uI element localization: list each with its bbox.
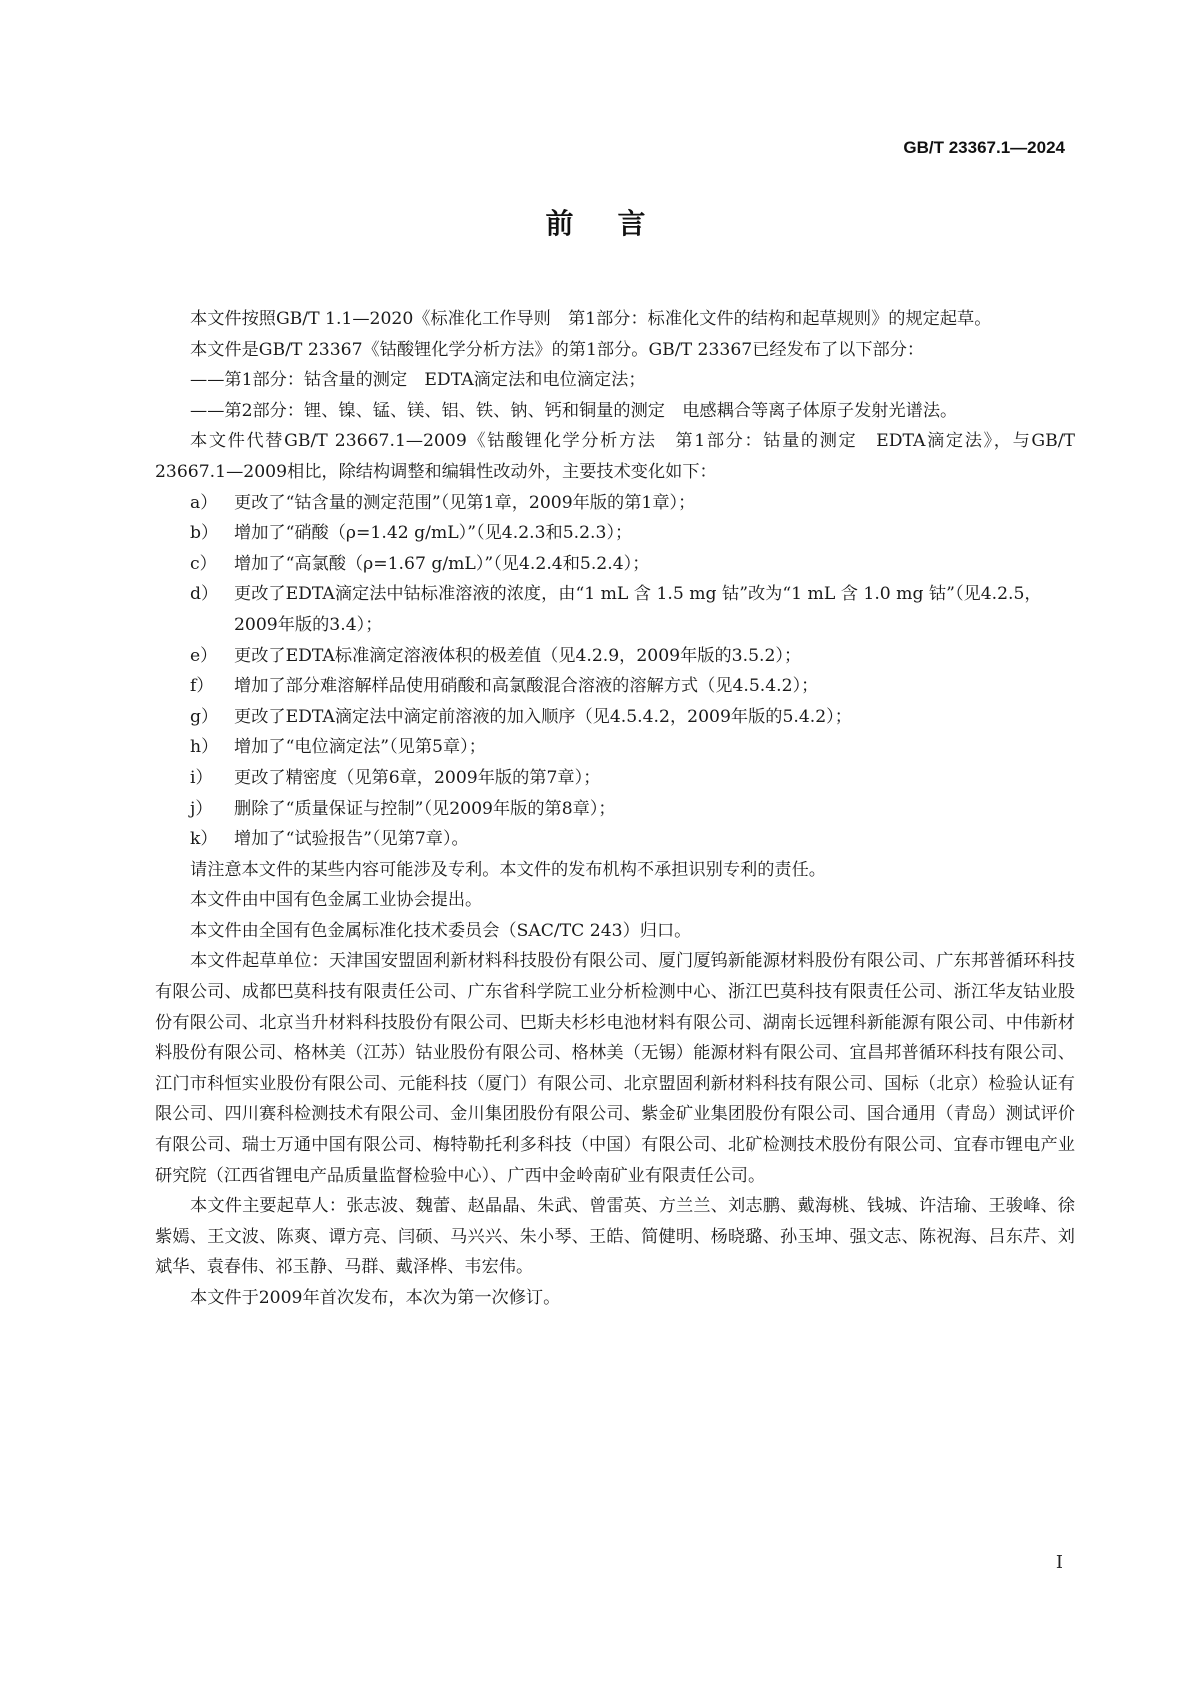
- change-text: 更改了EDTA滴定法中钴标准溶液的浓度，由“1 mL 含 1.5 mg 钴”改为“1 mL 含 1.0 mg 钴”（见4.2.5，2009年版的3.4）；: [234, 584, 1042, 635]
- change-marker: k）: [190, 829, 218, 850]
- change-text: 更改了EDTA滴定法中滴定前溶液的加入顺序（见4.5.4.2，2009年版的5.4.2）；: [234, 706, 852, 727]
- standard-number: GB/T 23367.1—2024: [903, 138, 1065, 157]
- change-marker: h）: [190, 737, 219, 758]
- change-marker: a）: [190, 492, 218, 513]
- change-marker: j）: [190, 798, 213, 819]
- change-item: [190, 763, 1075, 794]
- change-marker: c）: [190, 553, 217, 574]
- paragraph-replaces: 本文件代替GB/T 23667.1—2009《钴酸锂化学分析方法 第1部分：钴量的测定 EDTA滴定法》，与GB/T 23667.1—2009相比，除结构调整和编辑性改动外，主要技术变化如下：: [155, 431, 1075, 482]
- change-text: 更改了EDTA标准滴定溶液体积的极差值（见4.2.9，2009年版的3.5.2）；: [234, 645, 802, 666]
- paragraph-part-intro: 本文件是GB/T 23367《钴酸锂化学分析方法》的第1部分。GB/T 23367已经发布了以下部分：: [190, 339, 925, 360]
- change-marker: d）: [190, 584, 219, 605]
- change-text: 删除了“质量保证与控制”（见2009年版的第8章）；: [234, 798, 616, 819]
- paragraph-drafters: 本文件主要起草人：张志波、魏蕾、赵晶晶、朱武、曾雷英、方兰兰、刘志鹏、戴海桃、钱城、许洁瑜、王骏峰、徐紫嫣、王文波、陈爽、谭方亮、闫硕、马兴兴、朱小琴、王皓、简健明、杨晓璐、孙玉坤、强文志、陈祝海、吕东芹、刘斌华、袁春伟、祁玉静、马群、戴泽桦、韦宏伟。: [155, 1196, 1075, 1278]
- part-item: ——第2部分：锂、镍、锰、镁、铝、铁、钠、钙和铜量的测定 电感耦合等离子体原子发射光谱法。: [190, 400, 958, 421]
- foreword-body: [155, 304, 1075, 1314]
- change-item: [190, 732, 1075, 763]
- change-item: [190, 518, 1075, 549]
- paragraph-patent-notice: 请注意本文件的某些内容可能涉及专利。本文件的发布机构不承担识别专利的责任。: [190, 859, 826, 880]
- change-text: 增加了“硝酸（ρ=1.42 g/mL）”（见4.2.3和5.2.3）；: [234, 523, 633, 544]
- change-marker: b）: [190, 523, 219, 544]
- change-item: [190, 488, 1075, 519]
- change-text: 更改了“钴含量的测定范围”（见第1章，2009年版的第1章）；: [234, 492, 696, 513]
- change-text: 更改了精密度（见第6章，2009年版的第7章）；: [234, 767, 601, 788]
- change-item: [190, 641, 1075, 672]
- page-number: I: [1055, 1552, 1063, 1573]
- change-text: 增加了“高氯酸（ρ=1.67 g/mL）”（见4.2.4和5.2.4）；: [234, 553, 650, 574]
- change-text: 增加了“试验报告”（见第7章）。: [234, 829, 469, 850]
- change-item: [190, 579, 1075, 640]
- change-marker: f）: [190, 676, 214, 697]
- change-text: 增加了部分难溶解样品使用硝酸和高氯酸混合溶液的溶解方式（见4.5.4.2）；: [234, 676, 819, 697]
- paragraph-drafting-rules: 本文件按照GB/T 1.1—2020《标准化工作导则 第1部分：标准化文件的结构和起草规则》的规定起草。: [190, 309, 992, 329]
- change-item: [190, 549, 1075, 580]
- change-marker: i）: [190, 767, 213, 788]
- change-marker: g）: [190, 706, 219, 727]
- paragraph-revision-history: 本文件于2009年首次发布，本次为第一次修订。: [190, 1288, 561, 1308]
- page-title: 前言: [545, 207, 690, 240]
- change-item: [190, 794, 1075, 825]
- change-item: [190, 702, 1075, 733]
- paragraph-committee: 本文件由全国有色金属标准化技术委员会（SAC/TC 243）归口。: [190, 920, 692, 941]
- change-text: 增加了“电位滴定法”（见第5章）；: [234, 737, 486, 758]
- paragraph-proposer: 本文件由中国有色金属工业协会提出。: [190, 890, 483, 911]
- part-item: ——第1部分：钴含量的测定 EDTA滴定法和电位滴定法；: [190, 370, 646, 391]
- change-marker: e）: [190, 645, 218, 666]
- paragraph-drafting-units: 本文件起草单位：天津国安盟固利新材料科技股份有限公司、厦门厦钨新能源材料股份有限公司、广东邦普循环科技有限公司、成都巴莫科技有限责任公司、广东省科学院工业分析检测中心、浙江巴莫科技有限责任公司、浙江华友钴业股份有限公司、北京当升材料科技股份有限公司、巴斯夫杉杉电池材料有限公司、湖南长远锂科新能源有限公司、中伟新材料股份有限公司、格林美（江苏）钴业股份有限公司、格林美（无锡）能源材料有限公司、宜昌邦普循环科技有限公司、江门市科恒实业股份有限公司、元能科技（厦门）有限公司、北京盟固利新材料科技有限公司、国标（北京）检验认证有限公司、四川赛科检测技术有限公司、金川集团股份有限公司、紫金矿业集团股份有限公司、国合通用（青岛）测试评价有限公司、瑞士万通中国有限公司、梅特勒托利多科技（中国）有限公司、北矿检测技术股份有限公司、宜春市锂电产业研究院（江西省锂电产品质量监督检验中心）、广西中金岭南矿业有限责任公司。: [155, 951, 1075, 1186]
- change-item: [190, 824, 1075, 855]
- change-item: [190, 671, 1075, 702]
